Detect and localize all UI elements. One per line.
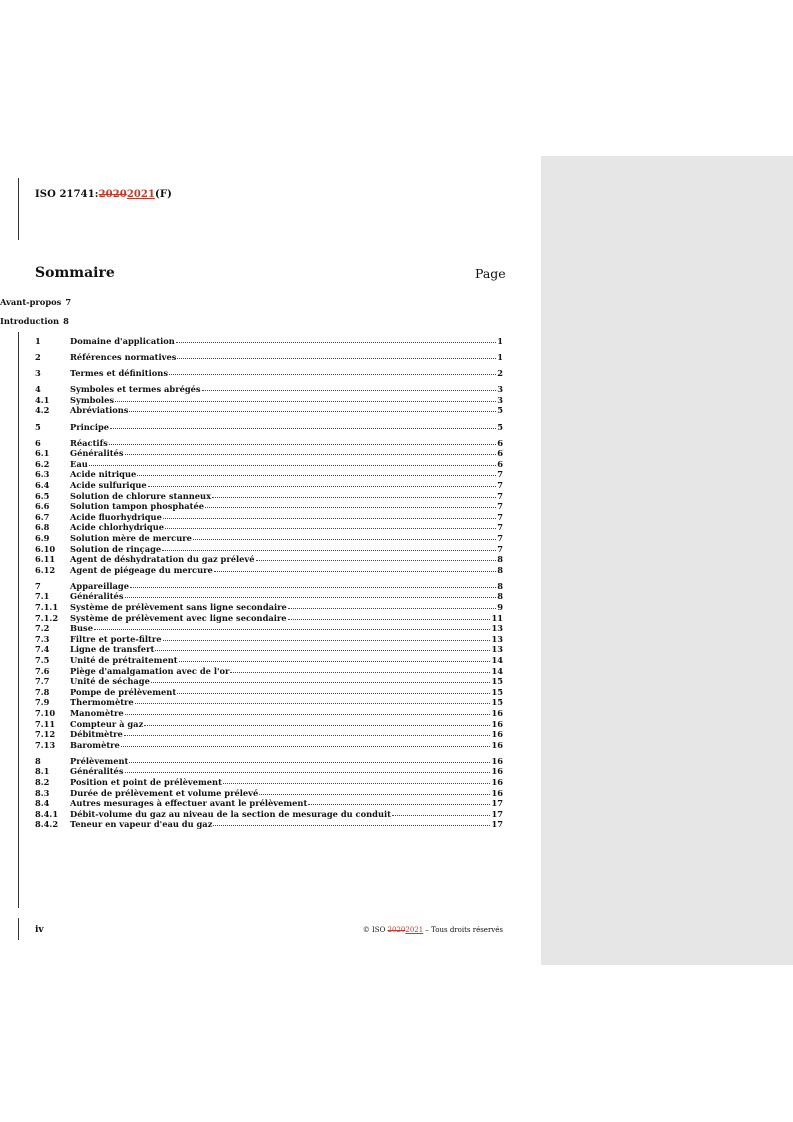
toc-entry-number: 3: [35, 368, 41, 379]
toc-entry[interactable]: [35, 384, 503, 395]
toc-entry-number: 6.4: [35, 480, 50, 491]
toc-entry-title: Système de prélèvement avec ligne secondaire: [70, 612, 287, 623]
toc-entry[interactable]: [35, 480, 503, 491]
toc-entry-title: Acide fluorhydrique: [70, 511, 162, 522]
toc-leader-dots: [177, 691, 490, 694]
toc-entry-page: 2: [497, 368, 503, 379]
copyright-prefix: © ISO: [362, 926, 388, 934]
toc-entry-number: 6.3: [35, 469, 50, 480]
toc-entry-number: 8.2: [35, 777, 50, 788]
toc-entry[interactable]: [35, 533, 503, 544]
toc-entry-number: 7.5: [35, 655, 50, 666]
toc-entry-title: Débit-volume du gaz au niveau de la section de mesurage du conduit: [70, 808, 391, 819]
toc-entry-page: 16: [491, 708, 503, 718]
toc-entry-title: Pompe de prélèvement: [70, 686, 177, 697]
toc-leader-dots: [125, 595, 496, 598]
toc-front-title: Introduction: [0, 316, 60, 326]
toc-entry[interactable]: [35, 491, 503, 502]
toc-entry-title: Acide sulfurique: [70, 480, 147, 491]
page-number: iv: [35, 925, 44, 935]
toc-entry-page: 6: [497, 437, 503, 448]
toc-entry[interactable]: [35, 798, 503, 809]
toc-entry[interactable]: [35, 634, 503, 645]
toc-entry-number: 7.10: [35, 708, 56, 718]
toc-entry[interactable]: [35, 512, 503, 523]
toc-leader-dots: [308, 802, 490, 805]
toc-entry-page: 7: [497, 543, 503, 554]
toc-entry-number: 5: [35, 421, 41, 432]
toc-entry-page: 8: [497, 591, 503, 602]
toc-leader-dots: [163, 516, 496, 519]
toc-entry-title: Teneur en vapeur d'eau du gaz: [70, 819, 213, 830]
toc-entry[interactable]: [35, 336, 503, 347]
toc-entry-page: 7: [497, 469, 503, 480]
toc-entry-title: Eau: [70, 458, 88, 469]
toc-entry-title: Unité de séchage: [70, 676, 150, 687]
toc-entry[interactable]: [35, 809, 503, 820]
toc-entry[interactable]: [35, 740, 503, 751]
toc-entry[interactable]: [35, 756, 503, 767]
copyright-notice: [363, 926, 503, 934]
toc-entry-title: Appareillage: [70, 580, 129, 591]
toc-entry-title: Solution de rinçage: [70, 543, 162, 554]
toc-entry-page: 3: [497, 394, 503, 405]
toc-entry[interactable]: [35, 448, 503, 459]
toc-entry-number: 6.9: [35, 533, 50, 543]
toc-entry-number: 6.6: [35, 501, 50, 512]
toc-entry[interactable]: [35, 438, 503, 449]
toc-leader-dots: [193, 537, 496, 540]
toc-entry[interactable]: [35, 623, 503, 634]
toc-entry[interactable]: [35, 729, 503, 740]
toc-entry-page: 14: [491, 665, 503, 676]
toc-entry-page: 8: [497, 564, 503, 575]
toc-entry-page: 3: [497, 384, 503, 395]
toc-entry[interactable]: [35, 522, 503, 533]
toc-leader-dots: [259, 792, 490, 795]
toc-entry-number: 2: [35, 352, 41, 363]
toc-entry[interactable]: [35, 352, 503, 363]
toc-entry-number: 7.1.2: [35, 612, 59, 623]
toc-entry-title: Solution mère de mercure: [70, 533, 192, 543]
toc-entry-title: Termes et définitions: [70, 368, 169, 379]
toc-entry-number: 7.1.1: [35, 602, 59, 613]
document-header: [35, 189, 172, 200]
toc-leader-dots: [135, 701, 491, 704]
toc-entry-number: 7.4: [35, 644, 50, 655]
toc-entry[interactable]: [35, 581, 503, 592]
toc-entry-number: 8.4: [35, 798, 50, 809]
toc-entry-page: 1: [497, 352, 503, 363]
toc-entry-number: 7.1: [35, 591, 50, 602]
toc-entry-title: Agent de déshydratation du gaz prélevé: [70, 554, 255, 565]
toc-entry-page: 15: [491, 697, 503, 708]
toc-entry-title: Symboles: [70, 394, 115, 405]
toc-entry-title: Filtre et porte-filtre: [70, 633, 162, 644]
toc-leader-dots: [148, 484, 496, 487]
toc-leader-dots: [205, 505, 496, 508]
toc-entry-number: 8: [35, 755, 41, 766]
toc-front-page: 8: [63, 316, 69, 326]
comment-pane: [541, 156, 793, 965]
toc-entry-page: 9: [497, 602, 503, 613]
toc-front-item[interactable]: [0, 297, 71, 307]
toc-entry-page: 11: [491, 612, 503, 623]
toc-entry-title: Solution tampon phosphatée: [70, 501, 205, 512]
toc-entry-title: Débitmètre: [70, 729, 123, 740]
toc-entry-title: Domaine d'application: [70, 336, 175, 346]
toc-entry-page: 13: [491, 623, 503, 634]
deleted-year: 2020: [387, 926, 406, 934]
toc-entry-number: 7.8: [35, 686, 50, 697]
toc-entry-title: Système de prélèvement sans ligne secondaire: [70, 602, 287, 613]
toc-entry-number: 6: [35, 437, 41, 448]
toc-entry-title: Autres mesurages à effectuer avant le prélèvement: [70, 798, 308, 809]
toc-entry-number: 8.4.2: [35, 819, 59, 830]
toc-entry-number: 7.7: [35, 676, 50, 687]
toc-entry-number: 6.2: [35, 458, 50, 469]
toc-entry-title: Acide nitrique: [70, 469, 137, 480]
toc-leader-dots: [230, 670, 490, 673]
toc-leader-dots: [179, 659, 491, 662]
toc-entry[interactable]: [35, 697, 503, 708]
header-suffix: (F): [155, 189, 172, 200]
toc-entry-page: 16: [491, 739, 503, 750]
toc-leader-dots: [177, 356, 496, 359]
toc-entry-page: 5: [497, 405, 503, 416]
toc-entry-title: Solution de chlorure stanneux: [70, 490, 212, 501]
toc-entry-title: Prélèvement: [70, 755, 129, 766]
toc-leader-dots: [130, 585, 496, 588]
toc-entry-page: 16: [491, 787, 503, 798]
toc-leader-dots: [125, 770, 491, 773]
toc-entry-number: 7.3: [35, 633, 50, 644]
table-of-contents: [35, 336, 503, 830]
toc-front-item[interactable]: [0, 316, 69, 326]
toc-entry-title: Généralités: [70, 766, 124, 777]
page-column-label: Page: [475, 266, 506, 281]
toc-entry-title: Ligne de transfert: [70, 644, 155, 655]
toc-leader-dots: [129, 760, 490, 763]
toc-entry[interactable]: [35, 422, 503, 433]
toc-entry-title: Manomètre: [70, 708, 124, 718]
toc-leader-dots: [155, 648, 490, 651]
toc-entry[interactable]: [35, 676, 503, 687]
toc-entry-page: 7: [497, 511, 503, 522]
revision-bar: [18, 332, 19, 908]
toc-leader-dots: [89, 463, 496, 466]
toc-entry-page: 7: [497, 501, 503, 512]
toc-entry-number: 6.5: [35, 490, 50, 501]
toc-entry-number: 8.4.1: [35, 808, 59, 819]
toc-entry-title: Compteur à gaz: [70, 718, 144, 729]
toc-entry-page: 7: [497, 480, 503, 491]
toc-entry-number: 6.1: [35, 448, 50, 459]
toc-entry[interactable]: [35, 501, 503, 512]
toc-entry-number: 4.1: [35, 394, 50, 405]
toc-entry-page: 6: [497, 458, 503, 469]
toc-leader-dots: [288, 617, 491, 620]
toc-entry-number: 7.6: [35, 665, 50, 676]
toc-entry-page: 16: [491, 729, 503, 740]
toc-entry-title: Thermomètre: [70, 697, 134, 708]
toc-entry[interactable]: [35, 788, 503, 799]
toc-leader-dots: [125, 452, 496, 455]
toc-leader-dots: [137, 473, 496, 476]
toc-leader-dots: [256, 558, 496, 561]
toc-front-page: 7: [65, 297, 72, 307]
toc-leader-dots: [144, 723, 490, 726]
toc-entry-title: Piège d'amalgamation avec de l'or: [70, 665, 230, 676]
toc-entry-number: 6.10: [35, 543, 56, 554]
toc-entry-page: 15: [491, 676, 503, 687]
toc-entry-title: Position et point de prélèvement: [70, 777, 222, 788]
toc-entry-title: Agent de piégeage du mercure: [70, 564, 213, 575]
toc-entry-number: 7: [35, 580, 41, 591]
toc-entry-number: 6.8: [35, 522, 50, 533]
copyright-suffix: – Tous droits réservés: [423, 926, 503, 934]
toc-front-title: Avant-propos: [0, 297, 62, 307]
toc-entry-title: Symboles et termes abrégés: [70, 384, 201, 395]
inserted-year: 2021: [405, 926, 424, 934]
toc-entry[interactable]: [35, 708, 503, 719]
toc-entry[interactable]: [35, 666, 503, 677]
toc-entry-number: 6.12: [35, 564, 56, 575]
inserted-year: 2021: [126, 189, 156, 200]
toc-entry[interactable]: [35, 395, 503, 406]
toc-entry-number: 6.11: [35, 554, 56, 565]
toc-entry-number: 7.9: [35, 697, 50, 708]
toc-entry-page: 1: [497, 336, 503, 346]
toc-entry-title: Réactifs: [70, 437, 108, 448]
toc-entry-page: 15: [491, 686, 503, 697]
toc-entry-title: Acide chlorhydrique: [70, 522, 165, 533]
toc-entry[interactable]: [35, 469, 503, 480]
toc-entry[interactable]: [35, 613, 503, 624]
toc-entry[interactable]: [35, 544, 503, 555]
toc-entry-page: 14: [491, 655, 503, 666]
toc-entry-page: 17: [491, 819, 503, 830]
toc-entry-number: 4: [35, 384, 41, 395]
toc-leader-dots: [110, 426, 496, 429]
page-title: Sommaire: [35, 265, 115, 281]
toc-entry-title: Références normatives: [70, 352, 177, 363]
toc-entry[interactable]: [35, 591, 503, 602]
toc-leader-dots: [392, 813, 490, 816]
toc-entry-title: Généralités: [70, 448, 124, 459]
toc-leader-dots: [109, 442, 496, 445]
toc-entry-page: 13: [491, 644, 503, 655]
toc-entry-page: 17: [491, 798, 503, 809]
toc-entry-number: 7.2: [35, 623, 50, 634]
toc-entry-page: 8: [497, 580, 503, 591]
toc-leader-dots: [115, 399, 496, 402]
toc-entry-number: 4.2: [35, 405, 50, 416]
toc-entry[interactable]: [35, 687, 503, 698]
toc-entry[interactable]: [35, 565, 503, 576]
toc-leader-dots: [169, 372, 496, 375]
toc-entry-page: 17: [491, 808, 503, 819]
toc-leader-dots: [214, 569, 496, 572]
toc-entry-number: 7.13: [35, 739, 56, 750]
toc-entry-title: Abréviations: [70, 405, 129, 416]
toc-leader-dots: [223, 781, 491, 784]
toc-entry-title: Généralités: [70, 591, 124, 602]
toc-leader-dots: [212, 495, 496, 498]
toc-leader-dots: [162, 548, 496, 551]
toc-entry-title: Principe: [70, 421, 110, 432]
toc-entry[interactable]: [35, 766, 503, 777]
toc-leader-dots: [125, 712, 491, 715]
toc-entry-number: 1: [35, 336, 41, 346]
toc-entry-page: 7: [497, 490, 503, 501]
toc-entry-page: 6: [497, 448, 503, 459]
toc-entry[interactable]: [35, 819, 503, 830]
toc-leader-dots: [202, 388, 496, 391]
toc-entry-number: 8.3: [35, 787, 50, 798]
toc-entry-page: 7: [497, 522, 503, 533]
toc-entry-page: 16: [491, 766, 503, 777]
toc-entry-number: 6.7: [35, 511, 50, 522]
toc-leader-dots: [94, 627, 490, 630]
revision-bar: [18, 918, 19, 940]
toc-entry[interactable]: [35, 777, 503, 788]
toc-entry-title: Baromètre: [70, 739, 120, 750]
toc-entry[interactable]: [35, 602, 503, 613]
toc-entry[interactable]: [35, 644, 503, 655]
toc-entry-page: 8: [497, 554, 503, 565]
toc-leader-dots: [176, 340, 496, 343]
toc-entry-number: 8.1: [35, 766, 50, 777]
toc-entry-page: 16: [491, 755, 503, 766]
header-prefix: ISO 21741:: [35, 189, 99, 200]
toc-leader-dots: [165, 526, 496, 529]
toc-entry-page: 13: [491, 633, 503, 644]
toc-entry[interactable]: [35, 459, 503, 470]
toc-entry-page: 7: [497, 533, 503, 543]
toc-entry-number: 7.11: [35, 718, 56, 729]
toc-leader-dots: [213, 823, 490, 826]
toc-leader-dots: [163, 638, 491, 641]
deleted-year: 2020: [98, 189, 127, 200]
toc-leader-dots: [129, 409, 496, 412]
toc-entry-page: 16: [491, 718, 503, 729]
toc-entry-number: 7.12: [35, 729, 56, 740]
toc-leader-dots: [124, 733, 491, 736]
toc-leader-dots: [288, 606, 496, 609]
toc-entry-page: 16: [491, 777, 503, 788]
toc-entry[interactable]: [35, 554, 503, 565]
toc-entry-title: Unité de prétraitement: [70, 655, 178, 666]
toc-entry-page: 5: [497, 421, 503, 432]
toc-entry-title: Durée de prélèvement et volume prélevé: [70, 787, 259, 798]
toc-leader-dots: [151, 680, 491, 683]
toc-entry[interactable]: [35, 405, 503, 416]
revision-bar: [18, 178, 19, 240]
toc-entry-title: Buse: [70, 623, 93, 634]
toc-entry[interactable]: [35, 719, 503, 730]
toc-leader-dots: [121, 744, 491, 747]
toc-entry[interactable]: [35, 368, 503, 379]
toc-entry[interactable]: [35, 655, 503, 666]
